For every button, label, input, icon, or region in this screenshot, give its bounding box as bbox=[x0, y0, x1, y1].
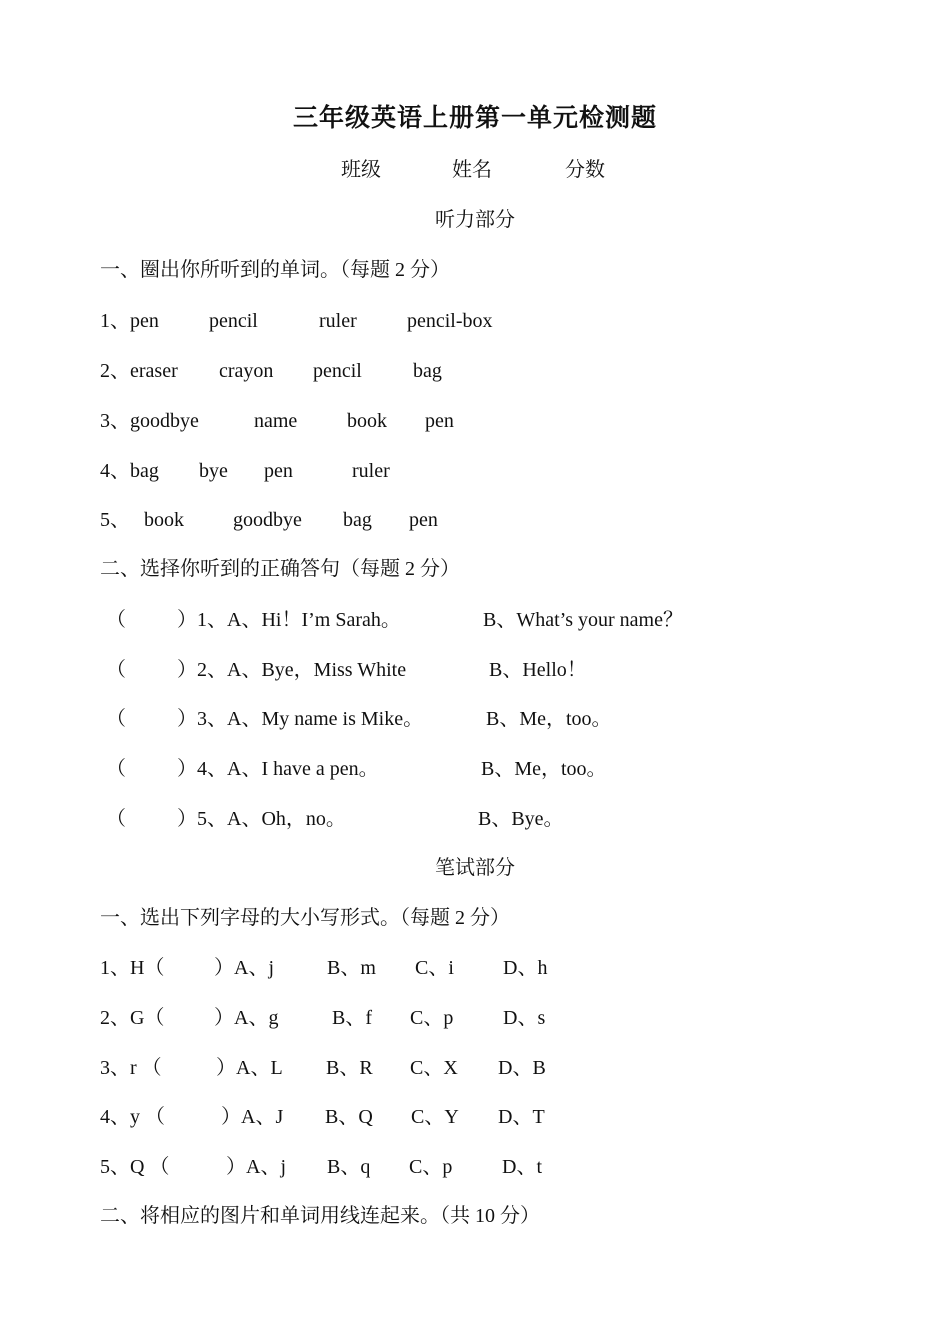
word-option: crayon bbox=[219, 360, 274, 382]
option-c: C、Y bbox=[411, 1106, 459, 1128]
letter-question: 2、G（ bbox=[100, 1007, 165, 1029]
option-b: B、Hello！ bbox=[489, 659, 587, 681]
answer-paren: （ bbox=[106, 609, 126, 631]
letter-question: 1、H（ bbox=[100, 957, 165, 979]
listening-part2-title: 二、选择你听到的正确答句（每题 2 分） bbox=[100, 558, 460, 580]
question-number: 3、goodbye bbox=[100, 410, 199, 432]
option-b: B、m bbox=[327, 957, 376, 979]
word-option: book bbox=[144, 509, 184, 531]
word-option: pencil-box bbox=[407, 310, 493, 332]
word-option: name bbox=[254, 410, 298, 432]
page-title: 三年级英语上册第一单元检测题 bbox=[292, 103, 657, 132]
question-number: 2、eraser bbox=[100, 360, 178, 382]
option-a: ）4、A、I have a pen。 bbox=[177, 758, 379, 780]
answer-paren: （ bbox=[106, 808, 126, 830]
score-label: 分数 bbox=[565, 159, 605, 181]
letter-question: 5、Q （ bbox=[100, 1156, 170, 1178]
class-label: 班级 bbox=[341, 159, 381, 181]
answer-paren: （ bbox=[106, 708, 126, 730]
option-b: B、Bye。 bbox=[478, 808, 564, 830]
word-option: pen bbox=[425, 410, 454, 432]
option-a: ）5、A、Oh，no。 bbox=[177, 808, 346, 830]
word-option: bag bbox=[413, 360, 442, 382]
option-b: B、Q bbox=[325, 1106, 373, 1128]
writing-heading: 笔试部分 bbox=[435, 857, 515, 879]
listening-heading: 听力部分 bbox=[435, 209, 515, 231]
option-c: C、X bbox=[410, 1057, 458, 1079]
option-c: C、p bbox=[409, 1156, 453, 1178]
option-d: D、T bbox=[498, 1106, 545, 1128]
word-option: book bbox=[347, 410, 387, 432]
option-c: C、p bbox=[410, 1007, 454, 1029]
letter-question: 3、r （ bbox=[100, 1057, 162, 1079]
option-a: ）2、A、Bye，Miss White bbox=[177, 659, 407, 681]
option-b: B、Me，too。 bbox=[486, 708, 612, 730]
option-b: B、Me，too。 bbox=[481, 758, 607, 780]
option-a: ）3、A、My name is Mike。 bbox=[177, 708, 424, 730]
option-b: B、q bbox=[327, 1156, 371, 1178]
listening-part1-title: 一、圈出你所听到的单词。（每题 2 分） bbox=[100, 259, 450, 281]
question-number: 4、bag bbox=[100, 460, 159, 482]
name-label: 姓名 bbox=[452, 159, 492, 181]
option-a: ）A、j bbox=[226, 1156, 286, 1178]
word-option: bye bbox=[199, 460, 228, 482]
word-option: pencil bbox=[313, 360, 362, 382]
option-a: ）1、A、Hi！I’m Sarah。 bbox=[177, 609, 401, 631]
word-option: pen bbox=[409, 509, 438, 531]
option-b: B、What’s your name？ bbox=[483, 609, 683, 631]
answer-paren: （ bbox=[106, 758, 126, 780]
option-a: ）A、j bbox=[214, 957, 274, 979]
word-option: bag bbox=[343, 509, 372, 531]
word-option: goodbye bbox=[233, 509, 302, 531]
word-option: ruler bbox=[319, 310, 357, 332]
option-d: D、B bbox=[498, 1057, 546, 1079]
question-number: 1、pen bbox=[100, 310, 159, 332]
option-c: C、i bbox=[415, 957, 454, 979]
option-b: B、R bbox=[326, 1057, 373, 1079]
option-d: D、h bbox=[503, 957, 548, 979]
option-d: D、s bbox=[503, 1007, 546, 1029]
answer-paren: （ bbox=[106, 659, 126, 681]
option-a: ）A、J bbox=[221, 1106, 284, 1128]
word-option: pen bbox=[264, 460, 293, 482]
word-option: ruler bbox=[352, 460, 390, 482]
option-b: B、f bbox=[332, 1007, 372, 1029]
option-a: ）A、L bbox=[216, 1057, 283, 1079]
writing-part1-title: 一、选出下列字母的大小写形式。（每题 2 分） bbox=[100, 907, 510, 929]
option-a: ）A、g bbox=[214, 1007, 279, 1029]
writing-part2-title: 二、将相应的图片和单词用线连起来。（共 10 分） bbox=[100, 1205, 540, 1227]
letter-question: 4、y （ bbox=[100, 1106, 165, 1128]
question-number: 5、 bbox=[100, 509, 130, 531]
option-d: D、t bbox=[502, 1156, 542, 1178]
word-option: pencil bbox=[209, 310, 258, 332]
